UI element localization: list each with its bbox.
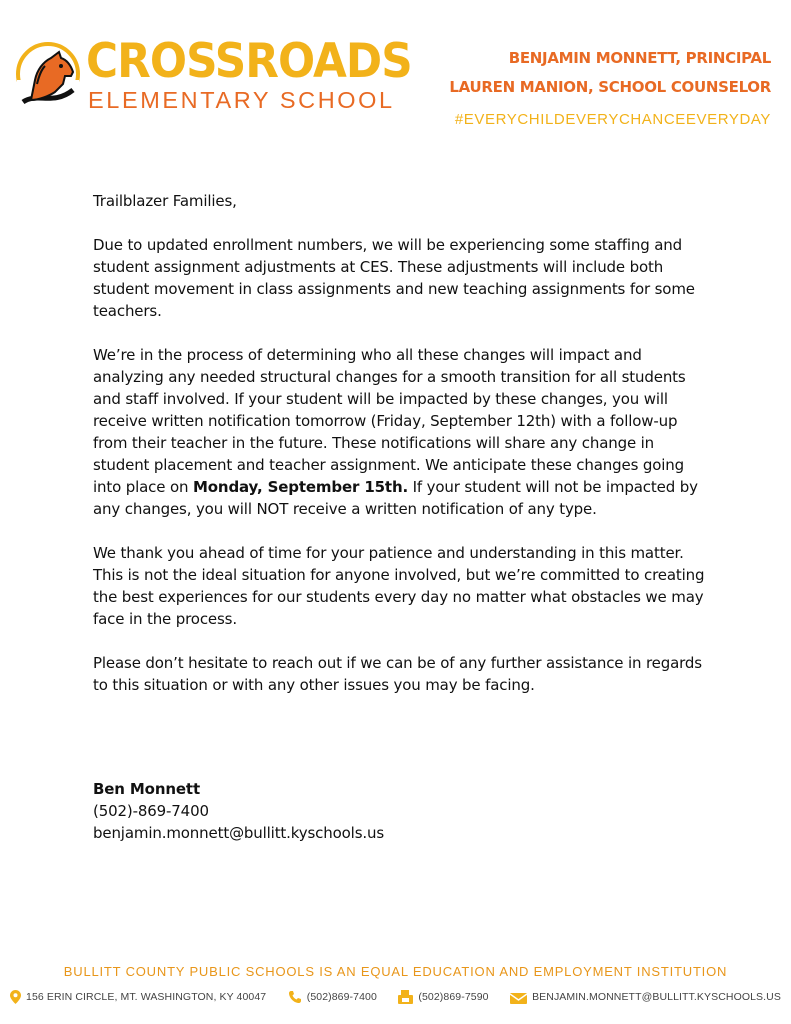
key-date: Monday, September 15th.	[192, 478, 409, 496]
school-logo-horse-icon	[15, 40, 81, 112]
fax-icon	[398, 990, 413, 1004]
letter-paragraph-3: We thank you ahead of time for your patience and understanding in this matter. This is not the ideal situation for anyone involved, but we’re committed to creating the best experiences for our students every day no matter what obstacles we may face in the process.	[93, 544, 705, 628]
location-pin-icon	[10, 990, 21, 1004]
equal-opportunity-notice: BULLITT COUNTY PUBLIC SCHOOLS IS AN EQUAL EDUCATION AND EMPLOYMENT INSTITUTION	[63, 964, 728, 979]
letter-paragraph-1: Due to updated enrollment numbers, we will be experiencing some staffing and student assignment adjustments at CES. These adjustments will include both student movement in class assignments and new teaching assignments for some teachers.	[93, 236, 695, 320]
footer-contact-bar	[10, 988, 781, 1006]
school-name: CROSSROADS	[86, 34, 412, 89]
paragraph-2-text-end: If your student will not be impacted by any changes, you will NOT receive a written notification of any type.	[93, 478, 698, 518]
school-subtitle: ELEMENTARY SCHOOL	[88, 87, 395, 113]
letter-paragraph-2	[93, 344, 713, 520]
letter-body	[93, 190, 713, 718]
footer-phone: (502)869-7400	[288, 990, 377, 1004]
letter-paragraph-4: Please don’t hesitate to reach out if we can be of any further assistance in regards to this situation or with any other issues you may be facing.	[93, 654, 702, 694]
paragraph-2-text: We’re in the process of determining who all these changes will impact and analyzing any needed structural changes for a smooth transition for all students and staff involved. If your student will be impacted by these changes, you will receive written notification tomorrow (Friday, September 12th) with a follow-up from their teacher in the future. These notifications will share any change in student placement and teacher assignment. We anticipate these changes going into place on	[93, 346, 686, 496]
signature-name: Ben Monnett	[93, 780, 200, 798]
signature-block	[93, 778, 384, 844]
signature-phone: (502)-869-7400	[93, 802, 209, 820]
footer-fax: (502)869-7590	[398, 990, 488, 1004]
school-hashtag: #EVERYCHILDEVERYCHANCEEVERYDAY	[454, 111, 771, 128]
letter-greeting: Trailblazer Families,	[93, 192, 237, 210]
signature-email: benjamin.monnett@bullitt.kyschools.us	[93, 824, 385, 842]
principal-line: BENJAMIN MONNETT, PRINCIPAL	[508, 49, 771, 67]
counselor-line: LAUREN MANION, SCHOOL COUNSELOR	[449, 78, 771, 96]
email-icon	[510, 991, 527, 1004]
footer-address: 156 ERIN CIRCLE, MT. WASHINGTON, KY 40047	[10, 990, 266, 1004]
phone-icon	[288, 990, 302, 1004]
footer-email: BENJAMIN.MONNETT@BULLITT.KYSCHOOLS.US	[510, 991, 781, 1004]
